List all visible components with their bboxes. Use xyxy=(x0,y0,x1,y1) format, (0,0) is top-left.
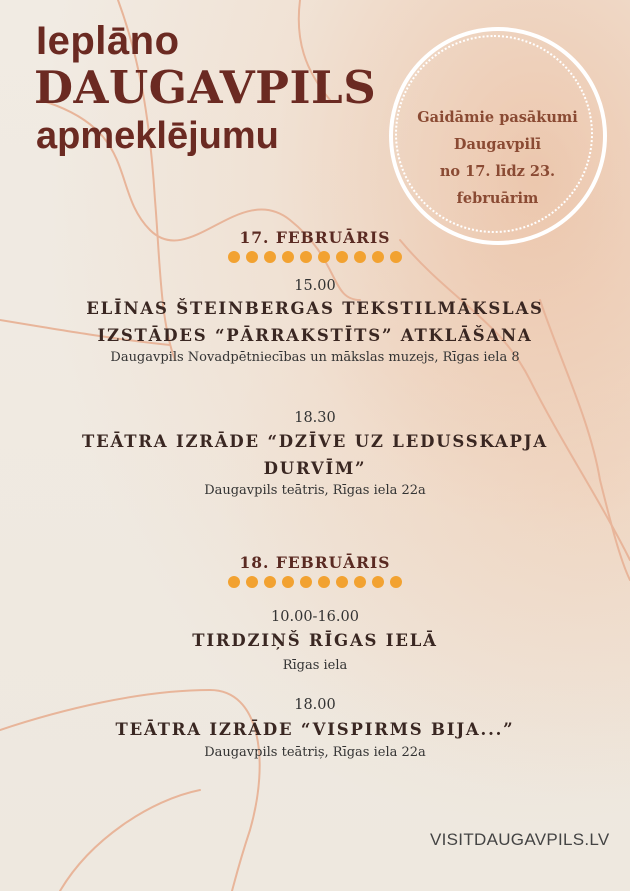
title-city: DAUGAVPILS xyxy=(34,61,377,114)
event-time: 18.30 xyxy=(294,410,336,426)
event-location: Rīgas iela xyxy=(282,658,348,673)
event-title: TEĀTRA IZRĀDE “VISPIRMS BIJA...” xyxy=(115,720,515,739)
event-time: 10.00-16.00 xyxy=(271,609,359,625)
dot-divider xyxy=(0,251,630,263)
event-location: Daugavpils teātriș, Rīgas iela 22a xyxy=(204,745,426,760)
title-plan: Ieplāno xyxy=(36,19,180,63)
event-time: 18.00 xyxy=(294,697,336,713)
dot-divider xyxy=(0,576,630,588)
event-title: ELĪNAS ŠTEINBERGAS TEKSTILMĀKSLAS IZSTĀDES “PĀRRAKSTĪTS” ATKLĀŠANA xyxy=(86,299,544,345)
event-time: 15.00 xyxy=(294,278,336,294)
day-heading-feb-17: 17. FEBRUĀRIS xyxy=(239,228,391,247)
visitdaugavpils-logo[interactable]: VISITDAUGAVPILS.LV xyxy=(430,830,610,849)
event-title: TIRDZIŅŠ RĪGAS IELĀ xyxy=(192,631,438,650)
title-visit: apmeklējumu xyxy=(36,115,279,157)
event-location: Daugavpils teātris, Rīgas iela 22a xyxy=(204,483,426,498)
day-heading-feb-18: 18. FEBRUĀRIS xyxy=(239,553,391,572)
upcoming-events-caption: Gaidāmie pasākumi Daugavpilī no 17. līdz 23. februārim xyxy=(417,109,578,207)
event-location: Daugavpils Novadpētniecības un mākslas muzejs, Rīgas iela 8 xyxy=(110,350,520,365)
event-title: TEĀTRA IZRĀDE “DZĪVE UZ LEDUSSKAPJA DURVĪM” xyxy=(82,432,548,478)
